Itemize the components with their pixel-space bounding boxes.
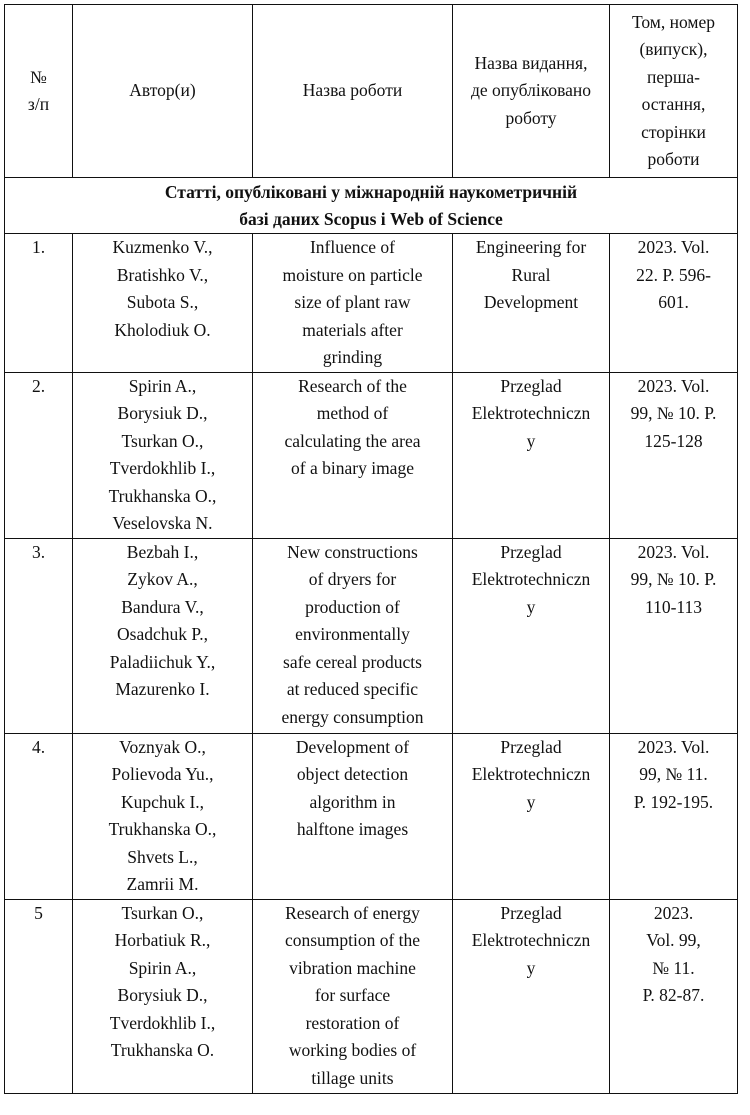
table-row [5, 538, 738, 733]
row-authors: Spirin A., Borysiuk D., Tsurkan O., Tverdokhlib I., Trukhanska O., Veselovska N. [73, 372, 253, 538]
row-title: Influence of moisture on particle size of plant raw materials after grinding [253, 234, 453, 373]
row-number: 4. [5, 733, 73, 899]
row-title: Development of object detection algorithm in halftone images [253, 733, 453, 899]
section-title: Статті, опубліковані у міжнародній наукометричній базі даних Scopus і Web of Science [5, 178, 738, 234]
row-number: 5 [5, 899, 73, 1093]
row-volume: 2023. Vol. 99, № 10. P. 110-113 [610, 538, 738, 733]
row-volume: 2023. Vol. 99, № 11. P. 82-87. [610, 899, 738, 1093]
table-row [5, 899, 738, 1093]
row-authors: Kuzmenko V., Bratishko V., Subota S., Kholodiuk O. [73, 234, 253, 373]
row-authors: Bezbah I., Zykov A., Bandura V., Osadchuk P., Paladiichuk Y., Mazurenko I. [73, 538, 253, 733]
row-publication: Przeglad Elektrotechniczn y [453, 733, 610, 899]
row-title: New constructions of dryers for production of environmentally safe cereal products at reduced specific energy consumption [253, 538, 453, 733]
header-authors: Автор(и) [73, 5, 253, 178]
row-authors: Tsurkan O., Horbatiuk R., Spirin A., Borysiuk D., Tverdokhlib I., Trukhanska O. [73, 899, 253, 1093]
row-volume: 2023. Vol. 22. P. 596- 601. [610, 234, 738, 373]
row-number: 1. [5, 234, 73, 373]
row-title: Research of the method of calculating the area of a binary image [253, 372, 453, 538]
row-title: Research of energy consumption of the vibration machine for surface restoration of working bodies of tillage units [253, 899, 453, 1093]
header-row [5, 5, 738, 178]
row-volume: 2023. Vol. 99, № 11. P. 192-195. [610, 733, 738, 899]
table-row [5, 733, 738, 899]
publications-table [4, 4, 738, 1094]
row-publication: Przeglad Elektrotechniczn y [453, 538, 610, 733]
header-title: Назва роботи [253, 5, 453, 178]
row-authors: Voznyak O., Polievoda Yu., Kupchuk I., Trukhanska O., Shvets L., Zamrii M. [73, 733, 253, 899]
row-publication: Przeglad Elektrotechniczn y [453, 899, 610, 1093]
header-num: № з/п [5, 5, 73, 178]
section-row [5, 178, 738, 234]
table-row [5, 234, 738, 373]
row-publication: Engineering for Rural Development [453, 234, 610, 373]
header-publication: Назва видання, де опубліковано роботу [453, 5, 610, 178]
row-publication: Przeglad Elektrotechniczn y [453, 372, 610, 538]
row-number: 3. [5, 538, 73, 733]
row-volume: 2023. Vol. 99, № 10. P. 125-128 [610, 372, 738, 538]
table-row [5, 372, 738, 538]
row-number: 2. [5, 372, 73, 538]
header-volume: Том, номер (випуск), перша- остання, сторінки роботи [610, 5, 738, 178]
